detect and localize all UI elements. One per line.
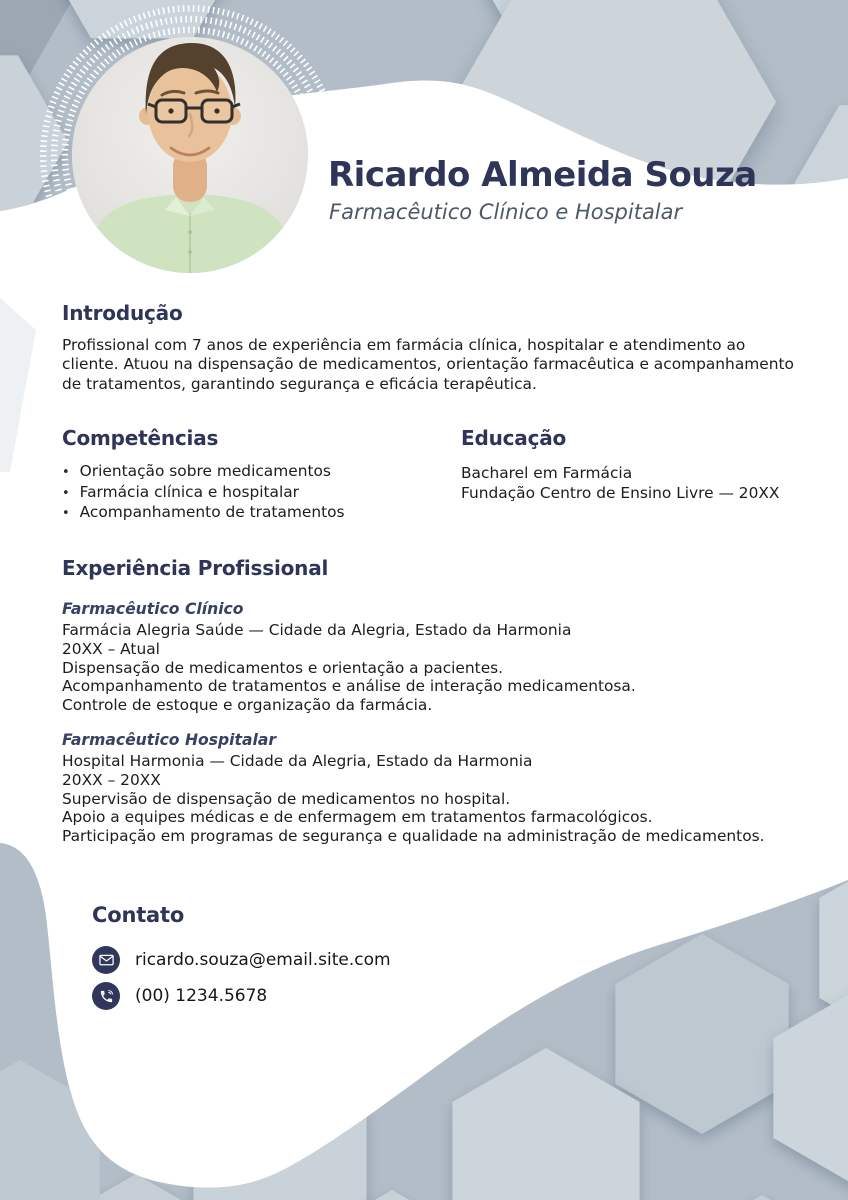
skill-item [62, 503, 345, 524]
job-period: 20XX – Atual [62, 639, 160, 658]
job-duty: Dispensação de medicamentos e orientação a pacientes. [62, 658, 504, 677]
section-heading-experience: Experiência Profissional [62, 556, 329, 580]
faint-wedge [0, 298, 36, 472]
section-heading-education: Educação [461, 426, 567, 450]
hexagon-band-bottom [0, 836, 848, 1200]
job-duty: Controle de estoque e organização da farmácia. [62, 696, 433, 715]
skill-item-label: • Acompanhamento de tratamentos [79, 503, 345, 522]
envelope-icon [92, 946, 120, 974]
job-details [62, 621, 822, 715]
intro-paragraph: Profissional com 7 anos de experiência em farmácia clínica, hospitalar e atendimento ao cliente. Atuou na dispensação de medicamentos, orientação farmacêutica e acompanhamento de tratamentos, garantindo segurança e eficácia terapêutica. [62, 336, 794, 393]
education-details [461, 464, 779, 503]
job-duty: Participação em programas de segurança e qualidade na administração de medicamentos. [62, 827, 765, 846]
skill-item [62, 483, 345, 504]
contact-email: ricardo.souza@email.site.com [135, 950, 391, 970]
job-organization: Farmácia Alegria Saúde — Cidade da Alegria, Estado da Harmonia [62, 621, 572, 639]
section-heading-intro: Introdução [62, 301, 183, 325]
job-duty: Apoio a equipes médicas e de enfermagem em tratamentos farmacológicos. [62, 808, 653, 827]
job-duty: Supervisão de dispensação de medicamentos no hospital. [62, 789, 511, 808]
job-title: Farmacêutico Clínico [62, 600, 244, 618]
job-period: 20XX – 20XX [62, 770, 161, 789]
skill-item-label: • Farmácia clínica e hospitalar [79, 482, 300, 501]
job-organization: Hospital Harmonia — Cidade da Alegria, Estado da Harmonia [62, 752, 533, 770]
section-heading-skills: Competências [62, 426, 219, 450]
skill-item-label: • Orientação sobre medicamentos [79, 462, 331, 480]
phone-icon [92, 982, 120, 1010]
contact-phone-row [92, 982, 267, 1010]
skill-item [62, 462, 345, 483]
job-details [62, 752, 832, 846]
person-name: Ricardo Almeida Souza [328, 155, 757, 195]
contact-phone: (00) 1234.5678 [135, 986, 268, 1006]
job-duty: Acompanhamento de tratamentos e análise de interação medicamentosa. [62, 677, 636, 696]
section-heading-contact: Contato [92, 903, 185, 927]
skills-list [62, 462, 345, 524]
contact-email-row [92, 946, 391, 974]
profile-photo [72, 37, 308, 273]
job-title: Farmacêutico Hospitalar [62, 731, 277, 749]
person-job-title: Farmacêutico Clínico e Hospitalar [329, 200, 683, 224]
education-school: Fundação Centro de Ensino Livre — 20XX [461, 483, 780, 502]
education-degree: Bacharel em Farmácia [461, 464, 633, 482]
